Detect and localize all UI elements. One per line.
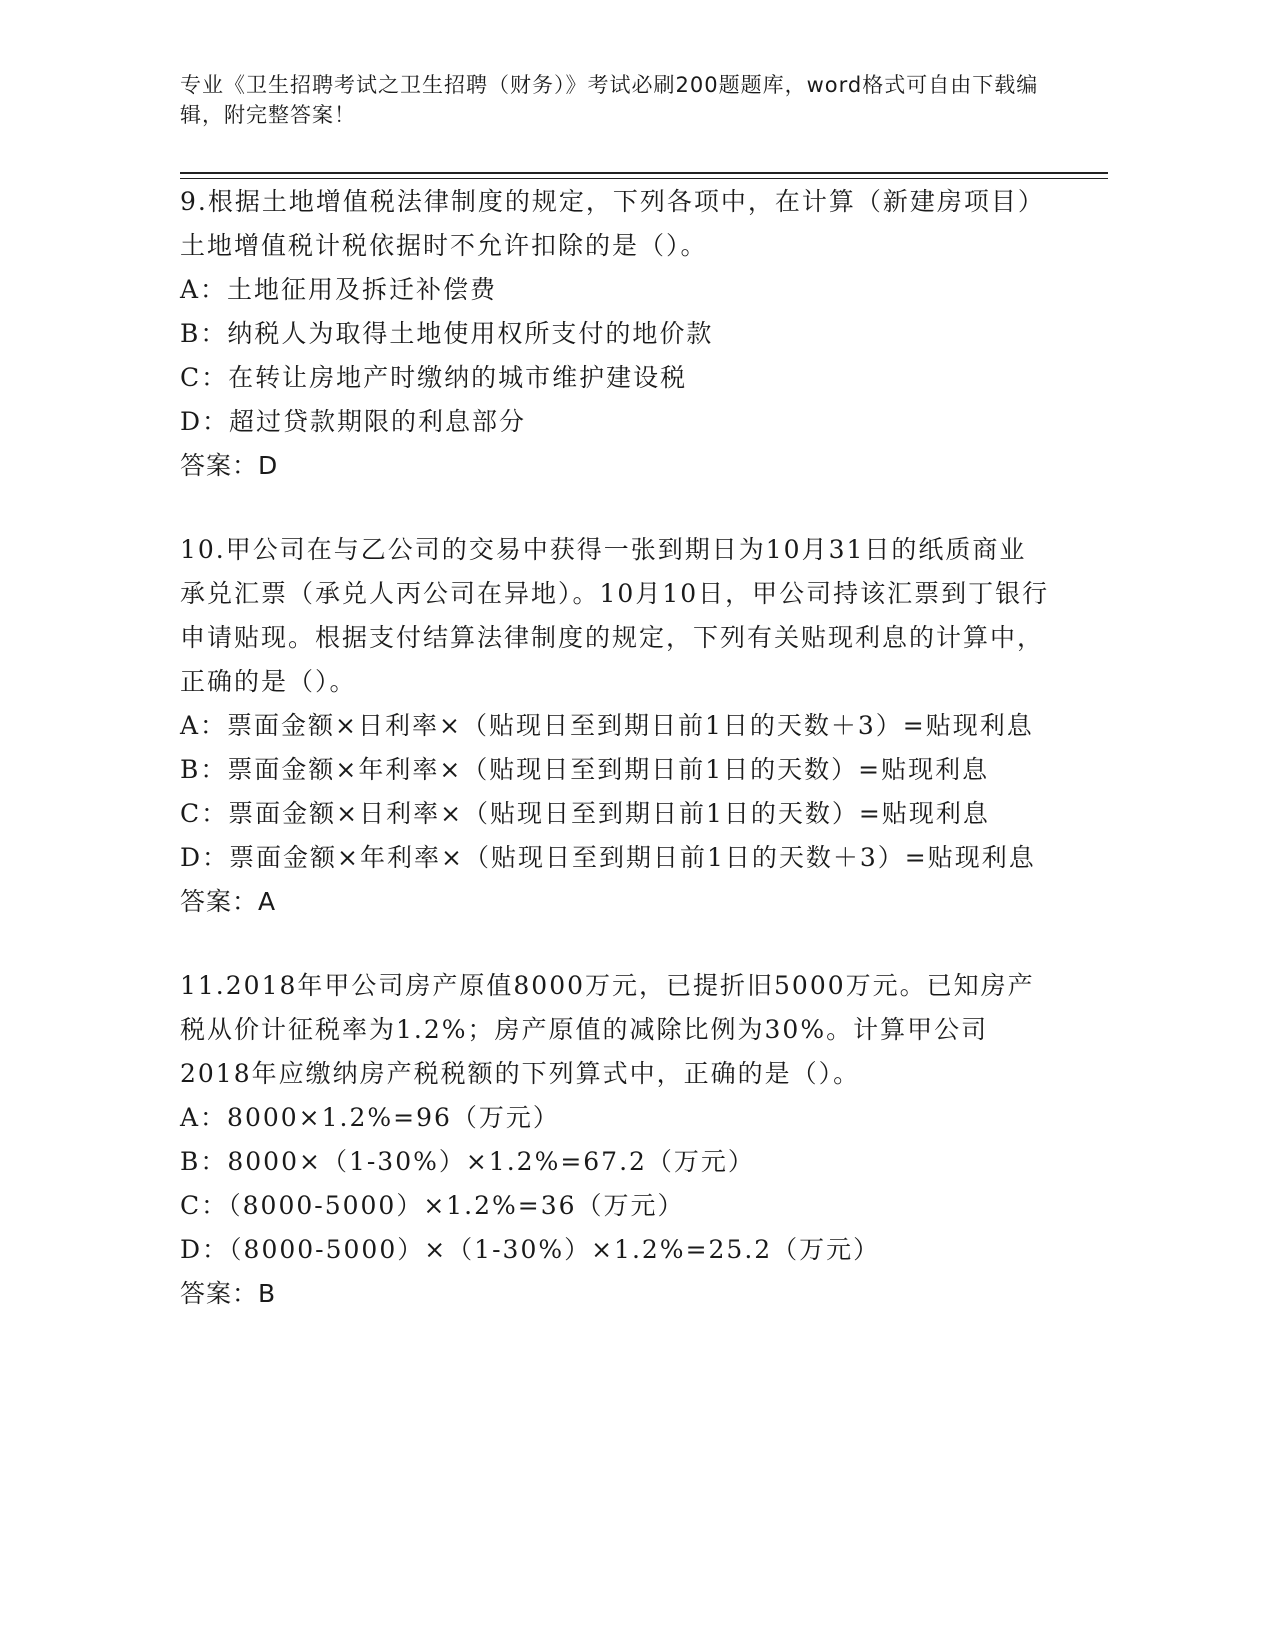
question-stem: 10.甲公司在与乙公司的交易中获得一张到期日为10月31日的纸质商业承兑汇票（承兑人丙公司在异地）。10月10日，甲公司持该汇票到丁银行申请贴现。根据支付结算法律制度的规定，下列有关贴现利息的计算中，正确的是（）。 [180, 535, 1050, 696]
question-stem: 11.2018年甲公司房产原值8000万元，已提折旧5000万元。已知房产税从价计征税率为1.2%；房产原值的减除比例为30%。计算甲公司2018年应缴纳房产税税额的下列算式中，正确的是（）。 [180, 971, 1035, 1088]
header-divider [180, 172, 1108, 174]
question-9 [180, 180, 1050, 488]
answer-value: B [258, 1279, 277, 1308]
option-b: B：纳税人为取得土地使用权所支付的地价款 [180, 319, 714, 348]
option-b: B：8000×（1-30%）×1.2%=67.2（万元） [180, 1147, 755, 1176]
answer-line [180, 1272, 1050, 1316]
option-a: A：票面金额×日利率×（贴现日至到期日前1日的天数＋3）=贴现利息 [180, 711, 1034, 740]
header-divider-thin [180, 178, 1108, 179]
option-d: D：（8000-5000）×（1-30%）×1.2%=25.2（万元） [180, 1235, 881, 1264]
option-c: C：票面金额×日利率×（贴现日至到期日前1日的天数）=贴现利息 [180, 799, 990, 828]
option-c: C：在转让房地产时缴纳的城市维护建设税 [180, 363, 688, 392]
answer-label: 答案： [180, 887, 259, 916]
document-header [180, 70, 1040, 130]
option-b: B：票面金额×年利率×（贴现日至到期日前1日的天数）=贴现利息 [180, 755, 990, 784]
option-c: C：（8000-5000）×1.2%=36（万元） [180, 1191, 685, 1220]
question-10 [180, 528, 1050, 924]
question-11 [180, 964, 1050, 1316]
header-title: 专业《卫生招聘考试之卫生招聘（财务）》考试必刷200题题库，word格式可自由下载编辑，附完整答案！ [180, 73, 1039, 127]
answer-label: 答案： [180, 451, 259, 480]
question-list [180, 180, 1050, 1356]
answer-line [180, 880, 1050, 924]
question-stem: 9.根据土地增值税法律制度的规定，下列各项中，在计算（新建房项目）土地增值税计税依据时不允许扣除的是（）。 [180, 187, 1045, 260]
answer-value: A [258, 887, 277, 916]
answer-label: 答案： [180, 1279, 259, 1308]
option-a: A：8000×1.2%=96（万元） [180, 1103, 560, 1132]
option-d: D：票面金额×年利率×（贴现日至到期日前1日的天数＋3）=贴现利息 [180, 843, 1036, 872]
answer-line [180, 444, 1050, 488]
answer-value: D [258, 451, 279, 480]
option-d: D：超过贷款期限的利息部分 [180, 407, 527, 436]
option-a: A：土地征用及拆迁补偿费 [180, 275, 498, 304]
